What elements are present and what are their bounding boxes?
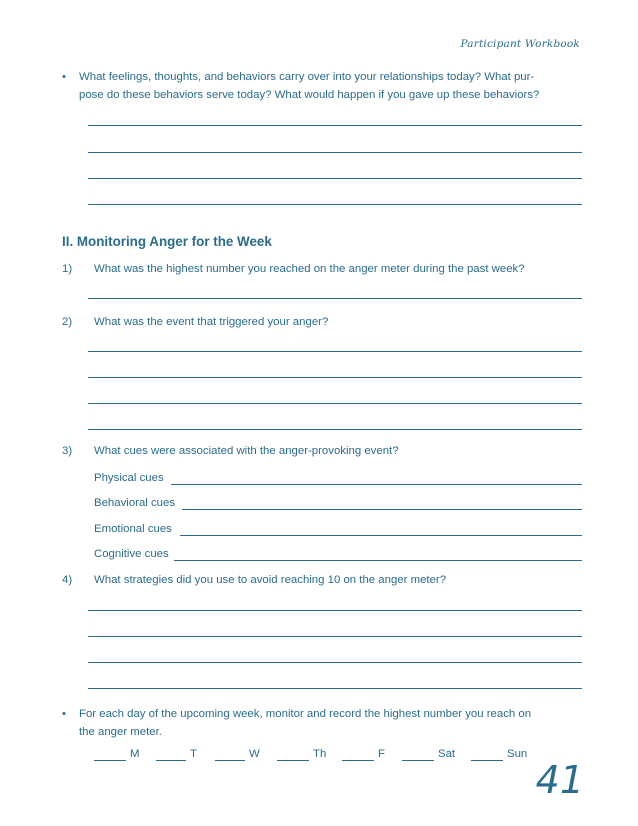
bullet: • [62, 71, 66, 83]
answer-line[interactable] [88, 688, 582, 689]
question-4: What strategies did you use to avoid reaching 10 on the anger meter? [94, 574, 447, 586]
intro-line-1: What feelings, thoughts, and behaviors carry over into your relationships today? What pur- [79, 71, 535, 83]
day-blank[interactable] [156, 760, 186, 761]
day-label: W [249, 748, 260, 760]
cue-label-physical: Physical cues [94, 472, 164, 484]
day-blank[interactable] [94, 760, 126, 761]
answer-line[interactable] [88, 125, 582, 126]
day-label: M [130, 748, 140, 760]
day-blank[interactable] [402, 760, 434, 761]
daily-line-1: For each day of the upcoming week, monitor and record the highest number you reach on [79, 708, 532, 720]
day-blank[interactable] [277, 760, 309, 761]
answer-line[interactable] [174, 560, 582, 561]
cue-label-cognitive: Cognitive cues [94, 548, 169, 560]
day-blank[interactable] [342, 760, 374, 761]
cue-label-behavioral: Behavioral cues [94, 497, 176, 509]
question-number: 4) [62, 574, 73, 586]
answer-line[interactable] [88, 178, 582, 179]
answer-line[interactable] [88, 152, 582, 153]
question-3: What cues were associated with the anger-provoking event? [94, 445, 399, 457]
answer-line[interactable] [88, 610, 582, 611]
answer-line[interactable] [88, 429, 582, 430]
question-1: What was the highest number you reached on the anger meter during the past week? [94, 263, 525, 275]
answer-line[interactable] [88, 351, 582, 352]
answer-line[interactable] [88, 204, 582, 205]
answer-line[interactable] [88, 298, 582, 299]
answer-line[interactable] [171, 484, 582, 485]
answer-line[interactable] [88, 403, 582, 404]
running-header: Participant Workbook [460, 38, 580, 50]
day-label: Th [313, 748, 327, 760]
daily-line-2: the anger meter. [79, 726, 162, 738]
question-number: 3) [62, 445, 73, 457]
question-number: 2) [62, 316, 73, 328]
question-number: 1) [62, 263, 73, 275]
question-2: What was the event that triggered your anger? [94, 316, 329, 328]
day-blank[interactable] [215, 760, 245, 761]
answer-line[interactable] [88, 377, 582, 378]
answer-line[interactable] [88, 662, 582, 663]
answer-line[interactable] [88, 636, 582, 637]
intro-line-2: pose do these behaviors serve today? What would happen if you gave up these behaviors? [79, 89, 540, 101]
day-label: Sat [438, 748, 456, 760]
day-label: T [190, 748, 197, 760]
bullet: • [62, 708, 66, 720]
page-number: 41 [535, 758, 584, 802]
cue-label-emotional: Emotional cues [94, 523, 172, 535]
answer-line[interactable] [182, 509, 582, 510]
section-heading: II. Monitoring Anger for the Week [62, 234, 272, 249]
day-label: Sun [507, 748, 528, 760]
answer-line[interactable] [180, 535, 582, 536]
day-label: F [378, 748, 385, 760]
day-blank[interactable] [471, 760, 503, 761]
